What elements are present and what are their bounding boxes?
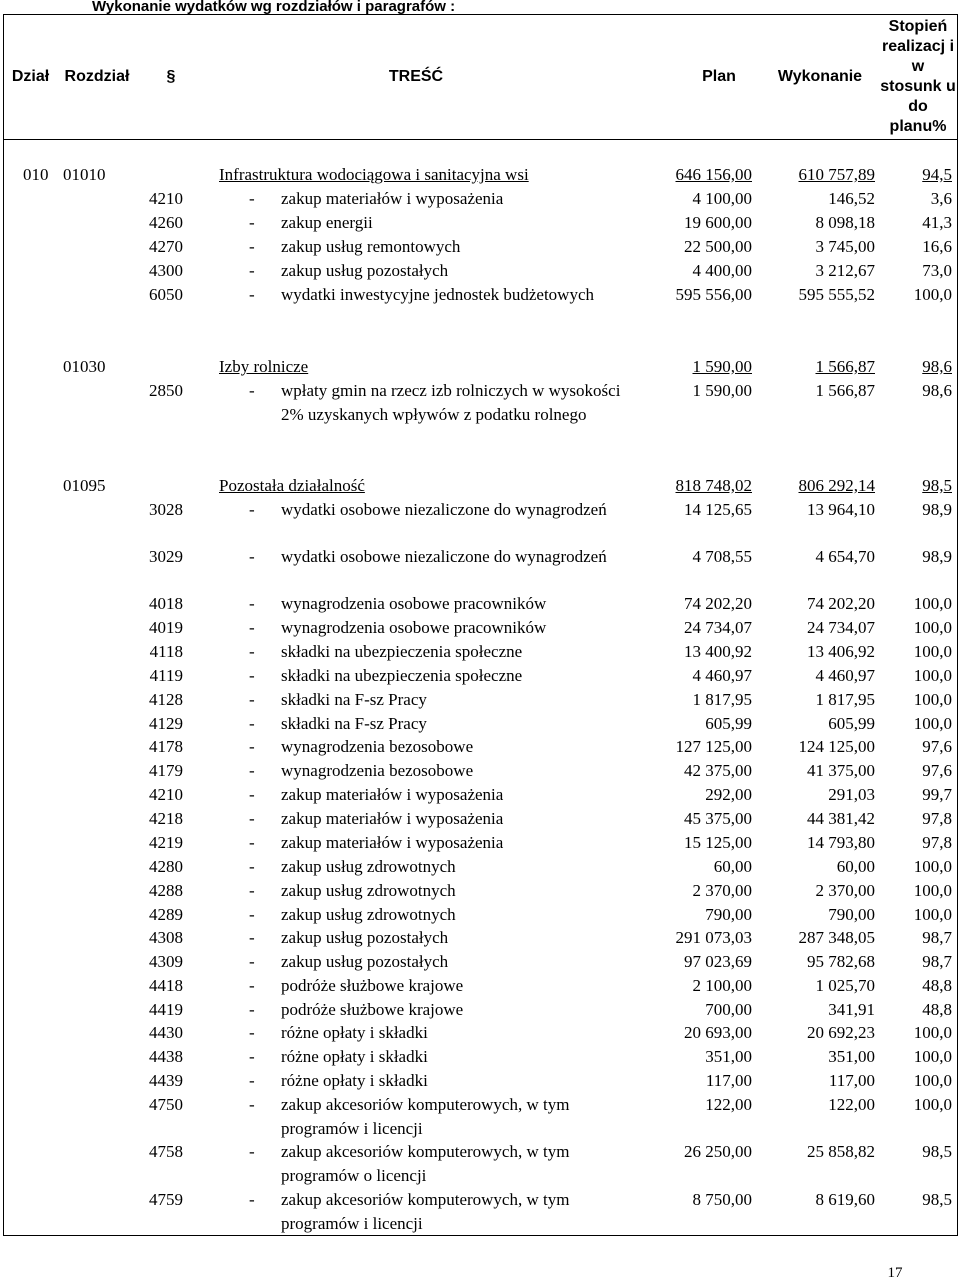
cell-dash: - <box>249 881 255 900</box>
cell-dash: - <box>249 1000 255 1019</box>
cell-plan: 19 600,00 <box>684 213 752 232</box>
cell-tresc: zakup materiałów i wyposażenia <box>281 809 504 828</box>
cell-procent: 94,5 <box>922 165 952 184</box>
cell-wykonanie: 60,00 <box>836 857 875 876</box>
cell-wykonanie: 25 858,82 <box>807 1142 875 1161</box>
cell-wykonanie: 24 734,07 <box>807 618 875 637</box>
cell-procent: 100,0 <box>913 714 952 733</box>
cell-procent: 97,8 <box>922 809 952 828</box>
cell-dash: - <box>249 1095 255 1114</box>
cell-plan: 700,00 <box>705 1000 752 1019</box>
cell-wykonanie: 341,91 <box>828 1000 875 1019</box>
cell-rozdzial: 01095 <box>63 476 106 495</box>
cell-procent: 98,7 <box>922 928 952 947</box>
cell-procent: 73,0 <box>922 261 952 280</box>
cell-plan: 45 375,00 <box>684 809 752 828</box>
cell-procent: 100,0 <box>913 594 952 613</box>
cell-wykonanie: 146,52 <box>828 189 875 208</box>
cell-tresc: zakup usług zdrowotnych <box>281 857 456 876</box>
cell-wykonanie: 610 757,89 <box>798 165 875 184</box>
cell-plan: 1 590,00 <box>692 357 752 376</box>
cell-wykonanie: 4 654,70 <box>815 547 875 566</box>
header-stopien-realizacji: Stopień realizacj i w stosunk u do planu% <box>880 17 956 135</box>
cell-dash: - <box>249 976 255 995</box>
cell-dash: - <box>249 833 255 852</box>
cell-paragraf: 4308 <box>149 928 183 947</box>
cell-paragraf: 4118 <box>149 642 183 661</box>
cell-dash: - <box>249 618 255 637</box>
header-plan: Plan <box>702 68 736 85</box>
cell-tresc: podróże służbowe krajowe <box>281 976 464 995</box>
cell-plan: 291 073,03 <box>675 928 752 947</box>
cell-tresc: Izby rolnicze <box>219 357 309 376</box>
cell-wykonanie: 44 381,42 <box>807 809 875 828</box>
cell-dash: - <box>249 500 255 519</box>
cell-tresc: zakup akcesoriów komputerowych, w tym programów i licencji <box>281 1095 570 1138</box>
cell-wykonanie: 117,00 <box>828 1071 875 1090</box>
cell-paragraf: 4119 <box>149 666 183 685</box>
cell-rozdzial: 01030 <box>63 357 106 376</box>
cell-procent: 98,5 <box>922 1142 952 1161</box>
cell-plan: 127 125,00 <box>675 737 752 756</box>
header-rozdzial: Rozdział <box>64 68 130 85</box>
cell-wykonanie: 2 370,00 <box>815 881 875 900</box>
cell-dash: - <box>249 594 255 613</box>
cell-procent: 100,0 <box>913 881 952 900</box>
cell-paragraf: 4438 <box>149 1047 183 1066</box>
cell-plan: 4 460,97 <box>692 666 752 685</box>
cell-tresc: wynagrodzenia osobowe pracowników <box>281 618 547 637</box>
cell-wykonanie: 41 375,00 <box>807 761 875 780</box>
cell-tresc: Pozostała działalność <box>219 476 365 495</box>
cell-tresc: wydatki inwestycyjne jednostek budżetowych <box>281 285 595 304</box>
cell-wykonanie: 1 025,70 <box>815 976 875 995</box>
cell-wykonanie: 8 098,18 <box>815 213 875 232</box>
cell-paragraf: 4309 <box>149 952 183 971</box>
cell-tresc: zakup usług pozostałych <box>281 928 449 947</box>
cell-dash: - <box>249 809 255 828</box>
cell-tresc: zakup akcesoriów komputerowych, w tym programów o licencji <box>281 1142 570 1185</box>
cell-wykonanie: 1 566,87 <box>815 357 875 376</box>
cell-paragraf: 4418 <box>149 976 183 995</box>
cell-tresc: wynagrodzenia bezosobowe <box>281 761 474 780</box>
cell-tresc: wydatki osobowe niezaliczone do wynagrodzeń <box>281 547 607 566</box>
cell-paragraf: 4280 <box>149 857 183 876</box>
cell-wykonanie: 4 460,97 <box>815 666 875 685</box>
cell-dash: - <box>249 1190 255 1209</box>
cell-dash: - <box>249 237 255 256</box>
cell-paragraf: 4288 <box>149 881 183 900</box>
cell-tresc: składki na ubezpieczenia społeczne <box>281 642 523 661</box>
cell-plan: 595 556,00 <box>675 285 752 304</box>
cell-tresc: zakup usług zdrowotnych <box>281 881 456 900</box>
cell-dash: - <box>249 905 255 924</box>
cell-paragraf: 4018 <box>149 594 183 613</box>
cell-plan: 4 100,00 <box>692 189 752 208</box>
cell-dash: - <box>249 381 255 400</box>
cell-procent: 48,8 <box>922 1000 952 1019</box>
cell-tresc: zakup akcesoriów komputerowych, w tym programów i licencji <box>281 1190 570 1233</box>
cell-wykonanie: 14 793,80 <box>807 833 875 852</box>
cell-wykonanie: 291,03 <box>828 785 875 804</box>
cell-wykonanie: 287 348,05 <box>798 928 875 947</box>
cell-paragraf: 4750 <box>149 1095 183 1114</box>
cell-tresc: różne opłaty i składki <box>281 1047 428 1066</box>
cell-wykonanie: 3 745,00 <box>815 237 875 256</box>
cell-paragraf: 6050 <box>149 285 183 304</box>
page-number: 17 <box>887 1265 903 1281</box>
cell-plan: 4 400,00 <box>692 261 752 280</box>
cell-paragraf: 4019 <box>149 618 183 637</box>
cell-wykonanie: 595 555,52 <box>798 285 875 304</box>
cell-procent: 100,0 <box>913 642 952 661</box>
cell-dash: - <box>249 952 255 971</box>
cell-wykonanie: 124 125,00 <box>798 737 875 756</box>
cell-wykonanie: 806 292,14 <box>798 476 875 495</box>
cell-procent: 98,6 <box>922 381 952 400</box>
cell-wykonanie: 122,00 <box>828 1095 875 1114</box>
cell-paragraf: 4439 <box>149 1071 183 1090</box>
cell-tresc: składki na F-sz Pracy <box>281 714 427 733</box>
cell-wykonanie: 3 212,67 <box>815 261 875 280</box>
cell-procent: 100,0 <box>913 666 952 685</box>
cell-procent: 97,6 <box>922 737 952 756</box>
cell-dash: - <box>249 1047 255 1066</box>
cell-plan: 4 708,55 <box>692 547 752 566</box>
cell-plan: 605,99 <box>705 714 752 733</box>
cell-plan: 1 817,95 <box>692 690 752 709</box>
header-wykonanie: Wykonanie <box>777 68 863 85</box>
cell-dash: - <box>249 261 255 280</box>
cell-paragraf: 4260 <box>149 213 183 232</box>
cell-procent: 100,0 <box>913 1047 952 1066</box>
cell-tresc: zakup materiałów i wyposażenia <box>281 785 504 804</box>
cell-dash: - <box>249 737 255 756</box>
cell-procent: 41,3 <box>922 213 952 232</box>
cell-tresc: podróże służbowe krajowe <box>281 1000 464 1019</box>
cell-plan: 1 590,00 <box>692 381 752 400</box>
cell-paragraf: 4178 <box>149 737 183 756</box>
cell-tresc: zakup usług remontowych <box>281 237 461 256</box>
cell-plan: 646 156,00 <box>675 165 752 184</box>
cell-procent: 16,6 <box>922 237 952 256</box>
cell-wykonanie: 20 692,23 <box>807 1023 875 1042</box>
cell-plan: 26 250,00 <box>684 1142 752 1161</box>
cell-plan: 351,00 <box>705 1047 752 1066</box>
cell-wykonanie: 13 406,92 <box>807 642 875 661</box>
header-tresc: TREŚĆ <box>388 68 444 85</box>
cell-wykonanie: 351,00 <box>828 1047 875 1066</box>
cell-plan: 14 125,65 <box>684 500 752 519</box>
cell-procent: 100,0 <box>913 1095 952 1114</box>
cell-wykonanie: 1 817,95 <box>815 690 875 709</box>
cell-tresc: zakup energii <box>281 213 373 232</box>
cell-dash: - <box>249 547 255 566</box>
cell-procent: 100,0 <box>913 618 952 637</box>
cell-dash: - <box>249 714 255 733</box>
cell-tresc: zakup usług pozostałych <box>281 261 449 280</box>
cell-tresc: wynagrodzenia osobowe pracowników <box>281 594 547 613</box>
cell-paragraf: 4758 <box>149 1142 183 1161</box>
cell-plan: 2 370,00 <box>692 881 752 900</box>
cell-plan: 122,00 <box>705 1095 752 1114</box>
section-title: Wykonanie wydatków wg rozdziałów i paragrafów : <box>92 0 456 15</box>
cell-paragraf: 4210 <box>149 785 183 804</box>
cell-procent: 100,0 <box>913 1023 952 1042</box>
cell-tresc: zakup materiałów i wyposażenia <box>281 189 504 208</box>
cell-tresc: zakup materiałów i wyposażenia <box>281 833 504 852</box>
cell-plan: 24 734,07 <box>684 618 752 637</box>
cell-plan: 97 023,69 <box>684 952 752 971</box>
cell-dash: - <box>249 285 255 304</box>
cell-plan: 13 400,92 <box>684 642 752 661</box>
cell-tresc: wpłaty gmin na rzecz izb rolniczych w wysokości 2% uzyskanych wpływów z podatku rolnego <box>281 381 621 424</box>
cell-procent: 100,0 <box>913 905 952 924</box>
cell-procent: 48,8 <box>922 976 952 995</box>
cell-dash: - <box>249 213 255 232</box>
cell-tresc: składki na ubezpieczenia społeczne <box>281 666 523 685</box>
header-divider <box>3 139 958 140</box>
cell-procent: 100,0 <box>913 690 952 709</box>
cell-paragraf: 4179 <box>149 761 183 780</box>
cell-procent: 98,5 <box>922 1190 952 1209</box>
cell-procent: 97,8 <box>922 833 952 852</box>
cell-paragraf: 4759 <box>149 1190 183 1209</box>
cell-procent: 100,0 <box>913 1071 952 1090</box>
cell-procent: 100,0 <box>913 857 952 876</box>
cell-plan: 20 693,00 <box>684 1023 752 1042</box>
cell-paragraf: 3029 <box>149 547 183 566</box>
cell-plan: 74 202,20 <box>684 594 752 613</box>
cell-paragraf: 4210 <box>149 189 183 208</box>
cell-dash: - <box>249 928 255 947</box>
cell-dash: - <box>249 761 255 780</box>
cell-paragraf: 4128 <box>149 690 183 709</box>
cell-wykonanie: 8 619,60 <box>815 1190 875 1209</box>
cell-procent: 98,5 <box>922 476 952 495</box>
cell-wykonanie: 605,99 <box>828 714 875 733</box>
cell-tresc: różne opłaty i składki <box>281 1071 428 1090</box>
cell-procent: 97,6 <box>922 761 952 780</box>
cell-tresc: wynagrodzenia bezosobowe <box>281 737 474 756</box>
cell-tresc: wydatki osobowe niezaliczone do wynagrodzeń <box>281 500 607 519</box>
cell-dash: - <box>249 189 255 208</box>
cell-dash: - <box>249 1071 255 1090</box>
cell-paragraf: 4419 <box>149 1000 183 1019</box>
cell-plan: 15 125,00 <box>684 833 752 852</box>
cell-wykonanie: 790,00 <box>828 905 875 924</box>
cell-tresc: zakup usług pozostałych <box>281 952 449 971</box>
cell-wykonanie: 13 964,10 <box>807 500 875 519</box>
cell-tresc: różne opłaty i składki <box>281 1023 428 1042</box>
cell-dash: - <box>249 666 255 685</box>
cell-procent: 98,6 <box>922 357 952 376</box>
cell-paragraf: 4430 <box>149 1023 183 1042</box>
cell-paragraf: 4289 <box>149 905 183 924</box>
cell-wykonanie: 74 202,20 <box>807 594 875 613</box>
cell-paragraf: 4129 <box>149 714 183 733</box>
cell-procent: 99,7 <box>922 785 952 804</box>
cell-paragraf: 4270 <box>149 237 183 256</box>
cell-procent: 100,0 <box>913 285 952 304</box>
cell-procent: 98,9 <box>922 547 952 566</box>
cell-plan: 22 500,00 <box>684 237 752 256</box>
cell-dzial: 010 <box>23 165 49 184</box>
cell-plan: 292,00 <box>705 785 752 804</box>
cell-paragraf: 3028 <box>149 500 183 519</box>
cell-paragraf: 4219 <box>149 833 183 852</box>
cell-procent: 98,7 <box>922 952 952 971</box>
cell-tresc: zakup usług zdrowotnych <box>281 905 456 924</box>
cell-plan: 790,00 <box>705 905 752 924</box>
cell-plan: 818 748,02 <box>675 476 752 495</box>
cell-plan: 60,00 <box>713 857 752 876</box>
cell-dash: - <box>249 785 255 804</box>
cell-dash: - <box>249 857 255 876</box>
cell-paragraf: 2850 <box>149 381 183 400</box>
cell-rozdzial: 01010 <box>63 165 106 184</box>
cell-dash: - <box>249 642 255 661</box>
cell-procent: 3,6 <box>930 189 952 208</box>
cell-plan: 117,00 <box>705 1071 752 1090</box>
cell-tresc: Infrastruktura wodociągowa i sanitacyjna wsi <box>219 165 529 184</box>
header-paragraf: § <box>166 68 176 85</box>
cell-dash: - <box>249 1142 255 1161</box>
cell-plan: 8 750,00 <box>692 1190 752 1209</box>
cell-wykonanie: 95 782,68 <box>807 952 875 971</box>
cell-tresc: składki na F-sz Pracy <box>281 690 427 709</box>
header-dzial: Dział <box>11 68 50 85</box>
cell-dash: - <box>249 690 255 709</box>
cell-procent: 98,9 <box>922 500 952 519</box>
cell-plan: 2 100,00 <box>692 976 752 995</box>
cell-paragraf: 4300 <box>149 261 183 280</box>
cell-paragraf: 4218 <box>149 809 183 828</box>
cell-plan: 42 375,00 <box>684 761 752 780</box>
cell-wykonanie: 1 566,87 <box>815 381 875 400</box>
cell-dash: - <box>249 1023 255 1042</box>
